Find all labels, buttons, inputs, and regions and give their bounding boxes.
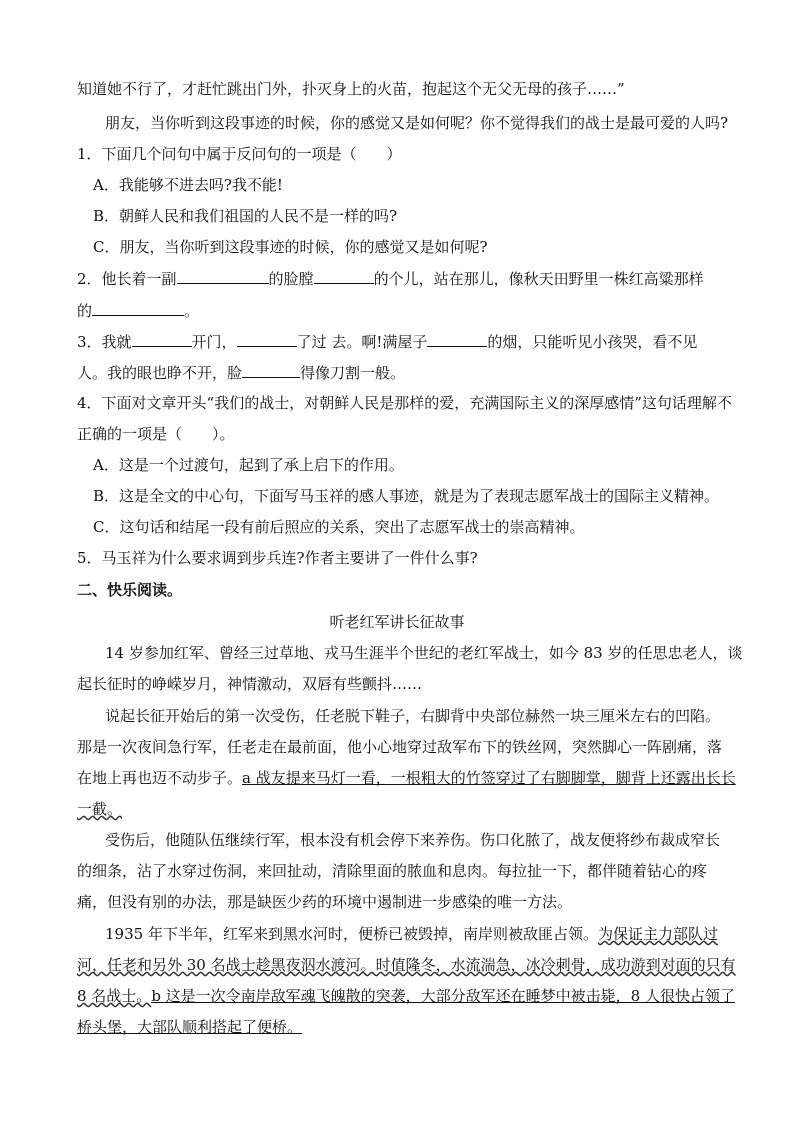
question-3-text: 了过 去。啊!满屋子 xyxy=(296,333,428,351)
question-2-text: 的 xyxy=(77,302,93,320)
wavy-underlined-text: 8 名战士。 xyxy=(77,987,152,1005)
question-3-text: 3．我就 xyxy=(77,333,132,351)
reading-line: 起长征时的峥嵘岁月，神情激动，双唇有些颤抖…… xyxy=(77,675,423,693)
passage-line: 朋友，当你听到这段事迹的时候，你的感觉又是如何呢？你不觉得我们的战士是最可爱的人吗? xyxy=(105,114,729,132)
reading-line xyxy=(77,799,122,819)
question-2-text: 。 xyxy=(184,302,200,320)
question-2-line-2 xyxy=(77,300,199,321)
underlined-sentence-b: b 这是一次令南岸敌军魂飞魄散的突袭，大部分敌军还在睡梦中被击毙，8 人很快占领了 xyxy=(151,987,735,1005)
fill-blank[interactable] xyxy=(427,331,487,347)
passage-title: 听老红军讲长征故事 xyxy=(329,613,465,631)
question-3-text: 人。我的眼也睁不开，脸 xyxy=(77,364,243,382)
question-5: 5．马玉祥为什么要求调到步兵连?作者主要讲了一件什么事? xyxy=(77,549,478,567)
question-2-text: 2．他长着一副 xyxy=(77,270,177,288)
question-3-text: 开门， xyxy=(191,333,237,351)
question-3-text: 的烟，只能听见小孩哭，看不见 xyxy=(487,333,698,351)
wavy-underlined-text: 一截。 xyxy=(77,800,123,818)
wavy-underlined-text: 为保证主力部队过 xyxy=(597,925,718,943)
question-1-option-c: C．朋友，当你听到这段事迹的时候，你的感觉又是如何呢? xyxy=(93,238,488,256)
reading-line: 14 岁参加红军、曾经三过草地、戎马生涯半个世纪的老红军战士，如今 83 岁的任思忠老人，谈 xyxy=(105,644,743,662)
reading-line xyxy=(77,986,735,1006)
question-3-line-1 xyxy=(77,331,697,352)
reading-line: 受伤后，他随队伍继续行军，根本没有机会停下来养伤。伤口化脓了，战友便将纱布裁成窄长 xyxy=(105,831,721,849)
reading-line: 那是一次夜间急行军，任老走在最前面，他小心地穿过敌军布下的铁丝网，突然脚心一阵剧痛，落 xyxy=(77,738,723,756)
reading-line: 的细条，沾了水穿过伤洞，来回扯动，清除里面的脓血和息肉。每拉扯一下，都伴随着钻心的疼 xyxy=(77,862,708,880)
reading-line: 痛，但没有别的办法，那是缺医少药的环境中遏制进一步感染的唯一方法。 xyxy=(77,893,573,911)
reading-line xyxy=(77,1017,302,1037)
fill-blank[interactable] xyxy=(92,300,184,316)
reading-line xyxy=(77,955,736,975)
question-4-line-2: 正确的一项是（ ）。 xyxy=(77,425,235,443)
reading-text: 在地上再也迈不动步子。 xyxy=(77,769,243,787)
underlined-sentence-a: a 战友提来马灯一看，一根粗大的竹签穿过了右脚脚掌，脚背上还露出长长 xyxy=(242,769,736,787)
question-2-text: 的个儿，站在那儿，像秋天田野里一株红高粱那样 xyxy=(373,270,704,288)
question-1-option-a: A．我能够不进去吗?我不能! xyxy=(93,176,283,194)
question-2-text: 的脸膛 xyxy=(268,270,314,288)
question-4-option-b: B．这是全文的中心句，下面写马玉祥的感人事迹，就是为了表现志愿军战士的国际主义精神。 xyxy=(93,487,720,505)
fill-blank[interactable] xyxy=(237,331,297,347)
fill-blank[interactable] xyxy=(132,331,192,347)
question-3-line-2 xyxy=(77,362,405,383)
question-4-line-1: 4．下面对文章开头“我们的战士，对朝鲜人民是那样的爱，充满国际主义的深厚感情”这句话理解不 xyxy=(77,394,732,412)
question-4-option-c: C．这句话和结尾一段有前后照应的关系，突出了志愿军战士的崇高精神。 xyxy=(93,518,585,536)
fill-blank[interactable] xyxy=(314,268,374,284)
reading-text: 1935 年下半年，红军来到黑水河时，便桥已被毁掉，南岸则被敌匪占领。 xyxy=(105,925,598,943)
section-heading: 二、快乐阅读。 xyxy=(77,581,183,599)
reading-line: 说起长征开始后的第一次受伤，任老脱下鞋子，右脚背中央部位赫然一块三厘米左右的凹陷。 xyxy=(105,707,721,725)
reading-line xyxy=(77,768,736,788)
question-3-text: 得像刀割一般。 xyxy=(300,364,406,382)
wavy-underlined-text: 河，任老和另外 30 名战士趁黑夜泅水渡河。时值隆冬，水流湍急，冰冷刺骨，成功游到对面的只有 xyxy=(77,956,736,974)
question-2-line-1 xyxy=(77,268,704,289)
passage-line: 知道她不行了，才赶忙跳出门外，扑灭身上的火苗，抱起这个无父无母的孩子……” xyxy=(77,80,625,98)
question-1-option-b: B．朝鲜人民和我们祖国的人民不是一样的吗? xyxy=(93,207,398,225)
question-4-option-a: A．这是一个过渡句，起到了承上启下的作用。 xyxy=(93,456,404,474)
fill-blank[interactable] xyxy=(242,362,300,378)
fill-blank[interactable] xyxy=(177,268,269,284)
question-1: 1．下面几个问句中属于反问句的一项是（ ） xyxy=(77,145,402,163)
underlined-sentence-b: 桥头堡，大部队顺利搭起了便桥。 xyxy=(77,1018,303,1036)
reading-line xyxy=(105,924,718,944)
